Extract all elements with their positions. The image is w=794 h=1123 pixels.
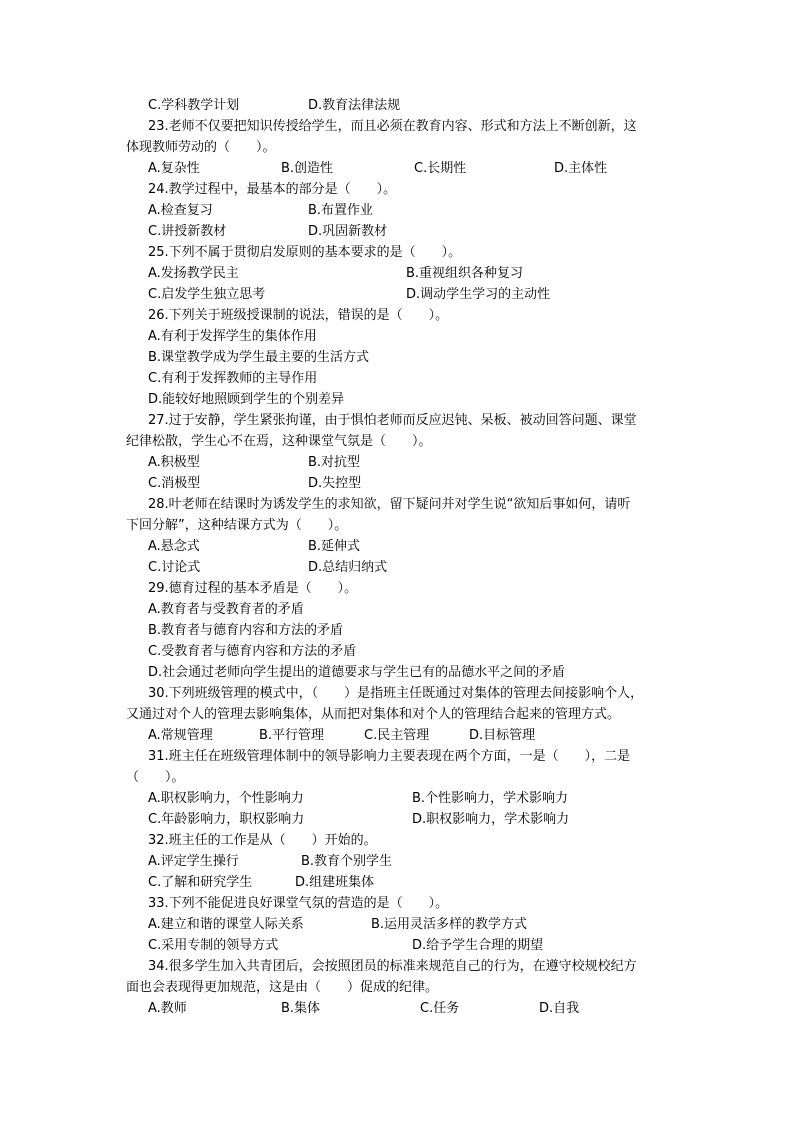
question-25-option-d: D.调动学生学习的主动性 [406, 287, 551, 302]
question-24-option-a: A.检查复习 [148, 203, 213, 218]
question-25-option-c: C.启发学生独立思考 [148, 287, 266, 302]
question-34-stem: 34.很多学生加入共青团后，会按照团员的标准来规范自己的行为，在遵守校规校纪方 [148, 959, 637, 974]
question-32-option-b: B.教育个别学生 [301, 854, 393, 869]
question-28-option-c: C.讨论式 [148, 560, 201, 575]
question-27-stem: 27.过于安静，学生紧张拘谨，由于惧怕老师而反应迟钝、呆板、被动回答问题、课堂 [148, 413, 637, 428]
question-23-stem: 体现教师劳动的（ ）。 [126, 140, 276, 155]
option-c: C.学科教学计划 [148, 98, 240, 113]
question-24-option-b: B.布置作业 [308, 203, 374, 218]
question-33-option-b: B.运用灵活多样的教学方式 [371, 917, 528, 932]
question-24-stem: 24.教学过程中，最基本的部分是（ ）。 [148, 182, 397, 197]
question-29-option-c: C.受教育者与德育内容和方法的矛盾 [148, 644, 357, 659]
question-32-option-d: D.组建班集体 [295, 875, 375, 890]
question-29-option-b: B.教育者与德育内容和方法的矛盾 [148, 623, 344, 638]
question-31-stem: （ ）。 [126, 770, 185, 785]
question-34-option-a: A.教师 [148, 1001, 187, 1016]
question-26-stem: 26.下列关于班级授课制的说法，错误的是（ ）。 [148, 308, 449, 323]
question-26-option-c: C.有利于发挥教师的主导作用 [148, 371, 318, 386]
question-34-option-d: D.自我 [539, 1001, 580, 1016]
question-30-option-d: D.目标管理 [469, 728, 536, 743]
question-23-option-d: D.主体性 [554, 161, 608, 176]
question-33-option-c: C.采用专制的领导方式 [148, 938, 279, 953]
question-30-stem: 又通过对个人的管理去影响集体，从而把对集体和对个人的管理结合起来的管理方式。 [126, 707, 621, 722]
question-25-option-b: B.重视组织各种复习 [406, 266, 524, 281]
question-34-stem: 面也会表现得更加规范，这是由（ ）促成的纪律。 [126, 980, 439, 995]
question-34-option-c: C.任务 [420, 1001, 460, 1016]
question-30-option-c: C.民主管理 [364, 728, 430, 743]
option-d: D.教育法律法规 [308, 98, 401, 113]
question-27-option-b: B.对抗型 [308, 455, 361, 470]
question-23-option-c: C.长期性 [414, 161, 467, 176]
question-23-option-b: B.创造性 [281, 161, 334, 176]
question-26-option-a: A.有利于发挥学生的集体作用 [148, 329, 317, 344]
question-33-option-a: A.建立和谐的课堂人际关系 [148, 917, 304, 932]
question-28-stem: 下回分解”，这种结课方式为（ ）。 [126, 518, 348, 533]
question-27-stem: 纪律松散，学生心不在焉，这种课堂气氛是（ ）。 [126, 434, 432, 449]
question-24-option-d: D.巩固新教材 [308, 224, 388, 239]
question-27-option-a: A.积极型 [148, 455, 200, 470]
question-25-stem: 25.下列不属于贯彻启发原则的基本要求的是（ ）。 [148, 245, 462, 260]
question-30-option-b: B.平行管理 [259, 728, 325, 743]
question-29-option-d: D.社会通过老师向学生提出的道德要求与学生已有的品德水平之间的矛盾 [148, 665, 566, 680]
question-33-option-d: D.给予学生合理的期望 [412, 938, 544, 953]
question-32-stem: 32.班主任的工作是从（ ）开始的。 [148, 833, 377, 848]
question-25-option-a: A.发扬教学民主 [148, 266, 239, 281]
question-29-option-a: A.教育者与受教育者的矛盾 [148, 602, 304, 617]
question-32-option-a: A.评定学生操行 [148, 854, 239, 869]
question-27-option-c: C.消极型 [148, 476, 201, 491]
question-33-stem: 33.下列不能促进良好课堂气氛的营造的是（ ）。 [148, 896, 449, 911]
question-32-option-c: C.了解和研究学生 [148, 875, 253, 890]
question-31-option-d: D.职权影响力，学术影响力 [412, 812, 570, 827]
question-28-option-a: A.悬念式 [148, 539, 200, 554]
question-31-option-c: C.年龄影响力，职权影响力 [148, 812, 305, 827]
question-31-option-a: A.职权影响力，个性影响力 [148, 791, 304, 806]
question-27-option-d: D.失控型 [308, 476, 362, 491]
question-28-stem: 28.叶老师在结课时为诱发学生的求知欲，留下疑问并对学生说“欲知后事如何，请听 [148, 497, 631, 512]
question-28-option-b: B.延伸式 [308, 539, 361, 554]
question-23-option-a: A.复杂性 [148, 161, 200, 176]
question-26-option-d: D.能较好地照顾到学生的个别差异 [148, 392, 345, 407]
question-31-stem: 31.班主任在班级管理体制中的领导影响力主要表现在两个方面，一是（ ），二是 [148, 749, 631, 764]
question-24-option-c: C.讲授新教材 [148, 224, 227, 239]
question-23-stem: 23.老师不仅要把知识传授给学生，而且必须在教育内容、形式和方法上不断创新，这 [148, 119, 637, 134]
question-30-option-a: A.常规管理 [148, 728, 213, 743]
question-28-option-d: D.总结归纳式 [308, 560, 388, 575]
question-26-option-b: B.课堂教学成为学生最主要的生活方式 [148, 350, 370, 365]
question-29-stem: 29.德育过程的基本矛盾是（ ）。 [148, 581, 358, 596]
question-30-stem: 30.下列班级管理的模式中，（ ）是指班主任既通过对集体的管理去间接影响个人， [148, 686, 644, 701]
question-31-option-b: B.个性影响力，学术影响力 [412, 791, 569, 806]
question-34-option-b: B.集体 [281, 1001, 321, 1016]
